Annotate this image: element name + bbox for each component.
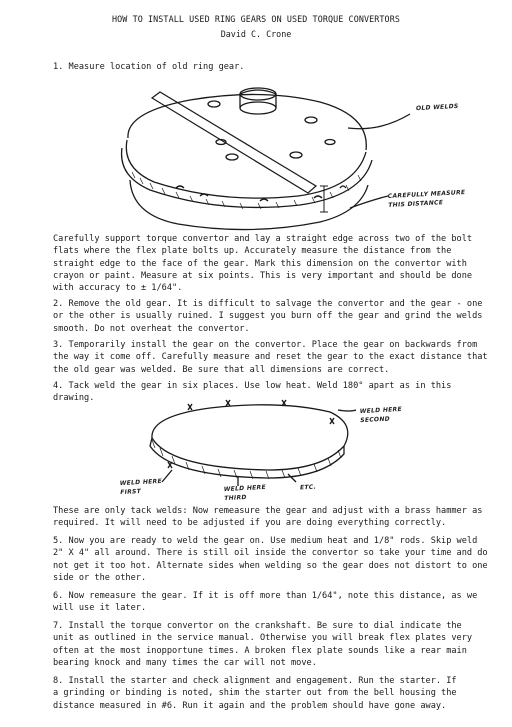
step-5: 5. Now you are ready to weld the gear on. Use medium heat and 1/8" rods. Skip weld 2" X 4" all around. There is still oil inside the convertor so take your time and do not get it too hot. Alternate sides when welding so the gear does not distort to one side or the other. [53,536,488,583]
document-title: HOW TO INSTALL USED RING GEARS ON USED TORQUE CONVERTORS [112,14,400,24]
step-4: 4. Tack weld the gear in six places. Use low heat. Weld 180° apart as in this drawing. [53,381,452,404]
label-old-welds: OLD WELDS [415,102,459,113]
step-8: 8. Install the starter and check alignment and engagement. Run the starter. If a grinding or binding is noted, shim the starter out from the bell housing the distance measured in #6. Run it again and the problem should have gone away. [53,676,457,711]
label-weld-here-first: WELD HERE FIRST [119,477,163,497]
document-author: David C. Crone [220,29,292,39]
step-2: 2. Remove the old gear. It is difficult to salvage the convertor and the gear - one or the other is usually ruined. I suggest you burn off the gear and grind the welds smooth. Do not overheat the convertor. [53,299,483,334]
step-7: 7. Install the torque convertor on the crankshaft. Be sure to dial indicate the unit as outlined in the service manual. Otherwise you will break flex plates very often at the most inopportune times. A broken flex plate sounds like a rear main bearing knock and many times the car will not move. [53,621,473,668]
step-3: 3. Temporarily install the gear on the convertor. Place the gear on backwards from the way it come off. Carefully measure and reset the gear to the exact distance that the old gear was welded. Be sure that all dimensions are correct. [53,340,488,375]
label-measure-distance: CAREFULLY MEASURE THIS DISTANCE [387,188,466,210]
step-6: 6. Now remeasure the gear. If it is off more than 1/64", note this distance, as we will use it later. [53,591,478,614]
label-weld-here-third: WELD HERE THIRD [223,483,267,503]
label-etc: ETC. [299,483,317,492]
tack-weld-note: These are only tack welds: Now remeasure the gear and adjust with a brass hammer as required. It will need to be adjusted if you are doing everything correctly. [53,506,483,529]
label-weld-here-second: WELD HERE SECOND [359,405,403,425]
step-1-heading: 1. Measure location of old ring gear. [53,62,245,72]
step-1-body: Carefully support torque convertor and lay a straight edge across two of the bolt flats where the flex plate bolts up. Accurately measure the distance from the straight edge to the face of the gear. Mark this dimension on the convertor with crayon or paint. Measure at six points. This is very important and should be done with accuracy to ± 1/64". [53,234,473,294]
